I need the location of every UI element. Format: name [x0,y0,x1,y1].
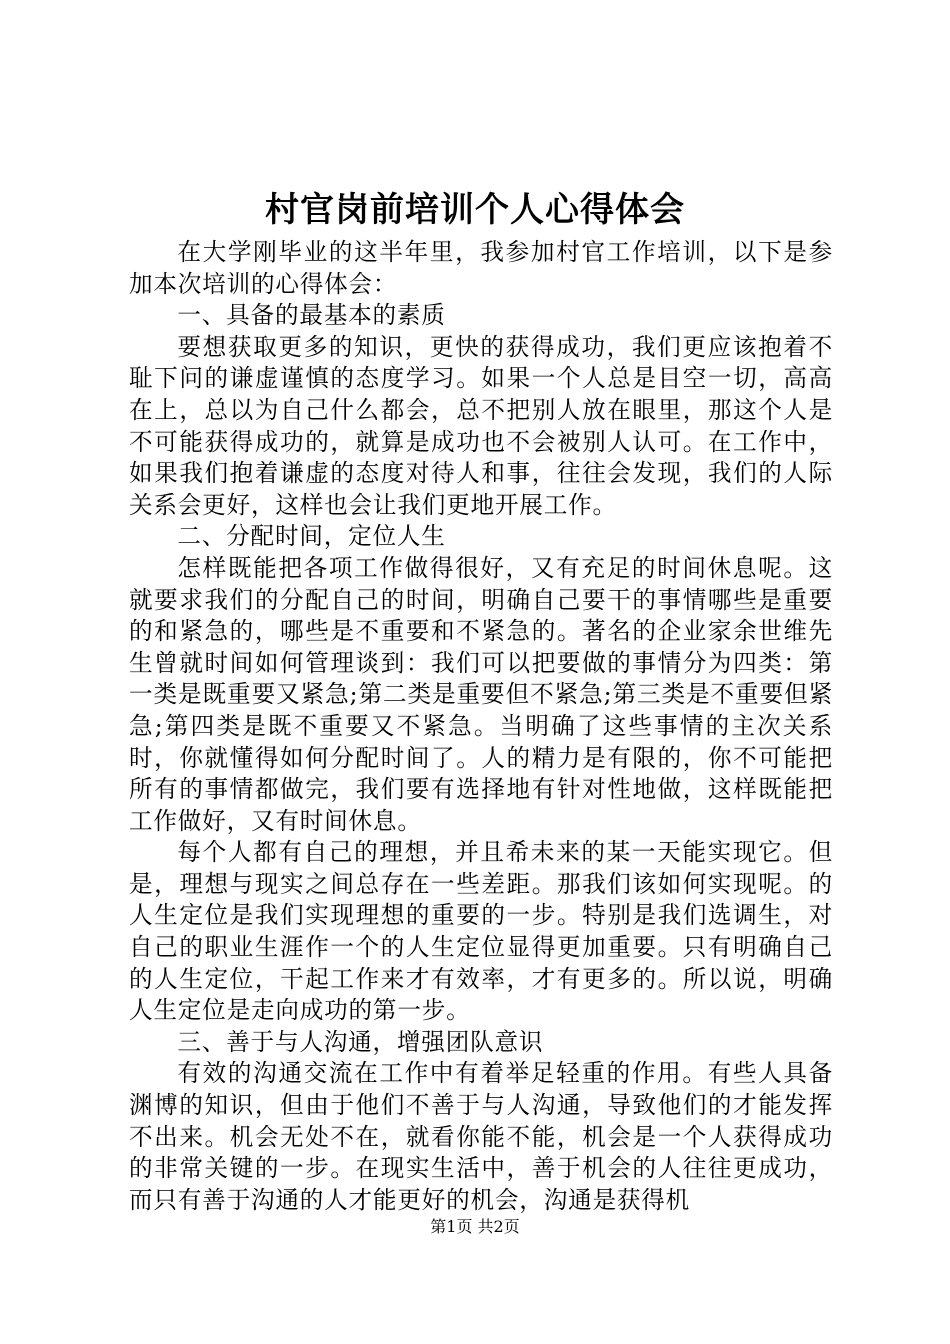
paragraph-section-2a: 怎样既能把各项工作做得很好，又有充足的时间休息呢。这就要求我们的分配自己的时间，明确自己要干的事情哪些是重要的和紧急的，哪些是不重要和不紧急的。著名的企业家余世维先生曾就时间如何管理谈到：我们可以把要做的事情分为四类：第一类是既重要又紧急;第二类是重要但不紧急;第三类是不重要但紧急;第四类是既不重要又不紧急。当明确了这些事情的主次关系时，你就懂得如何分配时间了。人的精力是有限的，你不可能把所有的事情都做完，我们要有选择地有针对性地做，这样既能把工作做好，又有时间休息。 [129,553,833,835]
paragraph-section-1: 要想获取更多的知识，更快的获得成功，我们更应该抱着不耻下问的谦虚谨慎的态度学习。如果一个人总是目空一切，高高在上，总以为自己什么都会，总不把别人放在眼里，那这个人是不可能获得成功的，就算是成功也不会被别人认可。在工作中，如果我们抱着谦虚的态度对待人和事，往往会发现，我们的人际关系会更好，这样也会让我们更地开展工作。 [129,332,833,519]
paragraph-intro: 在大学刚毕业的这半年里，我参加村官工作培训，以下是参加本次培训的心得体会： [129,238,833,298]
document-body [129,237,833,1216]
section-heading-3: 三、善于与人沟通，增强团队意识 [177,1027,544,1056]
paragraph-section-2b: 每个人都有自己的理想，并且希未来的某一天能实现它。但是，理想与现实之间总存在一些差距。那我们该如何实现呢。的人生定位是我们实现理想的重要的一步。特别是我们选调生，对自己的职业生涯作一个的人生定位显得更加重要。只有明确自己的人生定位，干起工作来才有效率，才有更多的。所以说，明确人生定位是走向成功的第一步。 [129,838,833,1025]
section-heading-1: 一、具备的最基本的素质 [177,301,446,330]
document-title: 村官岗前培训个人心得体会 [265,190,685,230]
page-number-footer: 第1页 共2页 [430,1217,520,1236]
section-heading-2: 二、分配时间，定位人生 [177,522,446,551]
paragraph-section-3: 有效的沟通交流在工作中有着举足轻重的作用。有些人具备渊博的知识，但由于他们不善于与人沟通，导致他们的才能发挥不出来。机会无处不在，就看你能不能，机会是一个人获得成功的非常关键的一步。在现实生活中，善于机会的人往往更成功，而只有善于沟通的人才能更好的机会，沟通是获得机 [129,1059,833,1214]
